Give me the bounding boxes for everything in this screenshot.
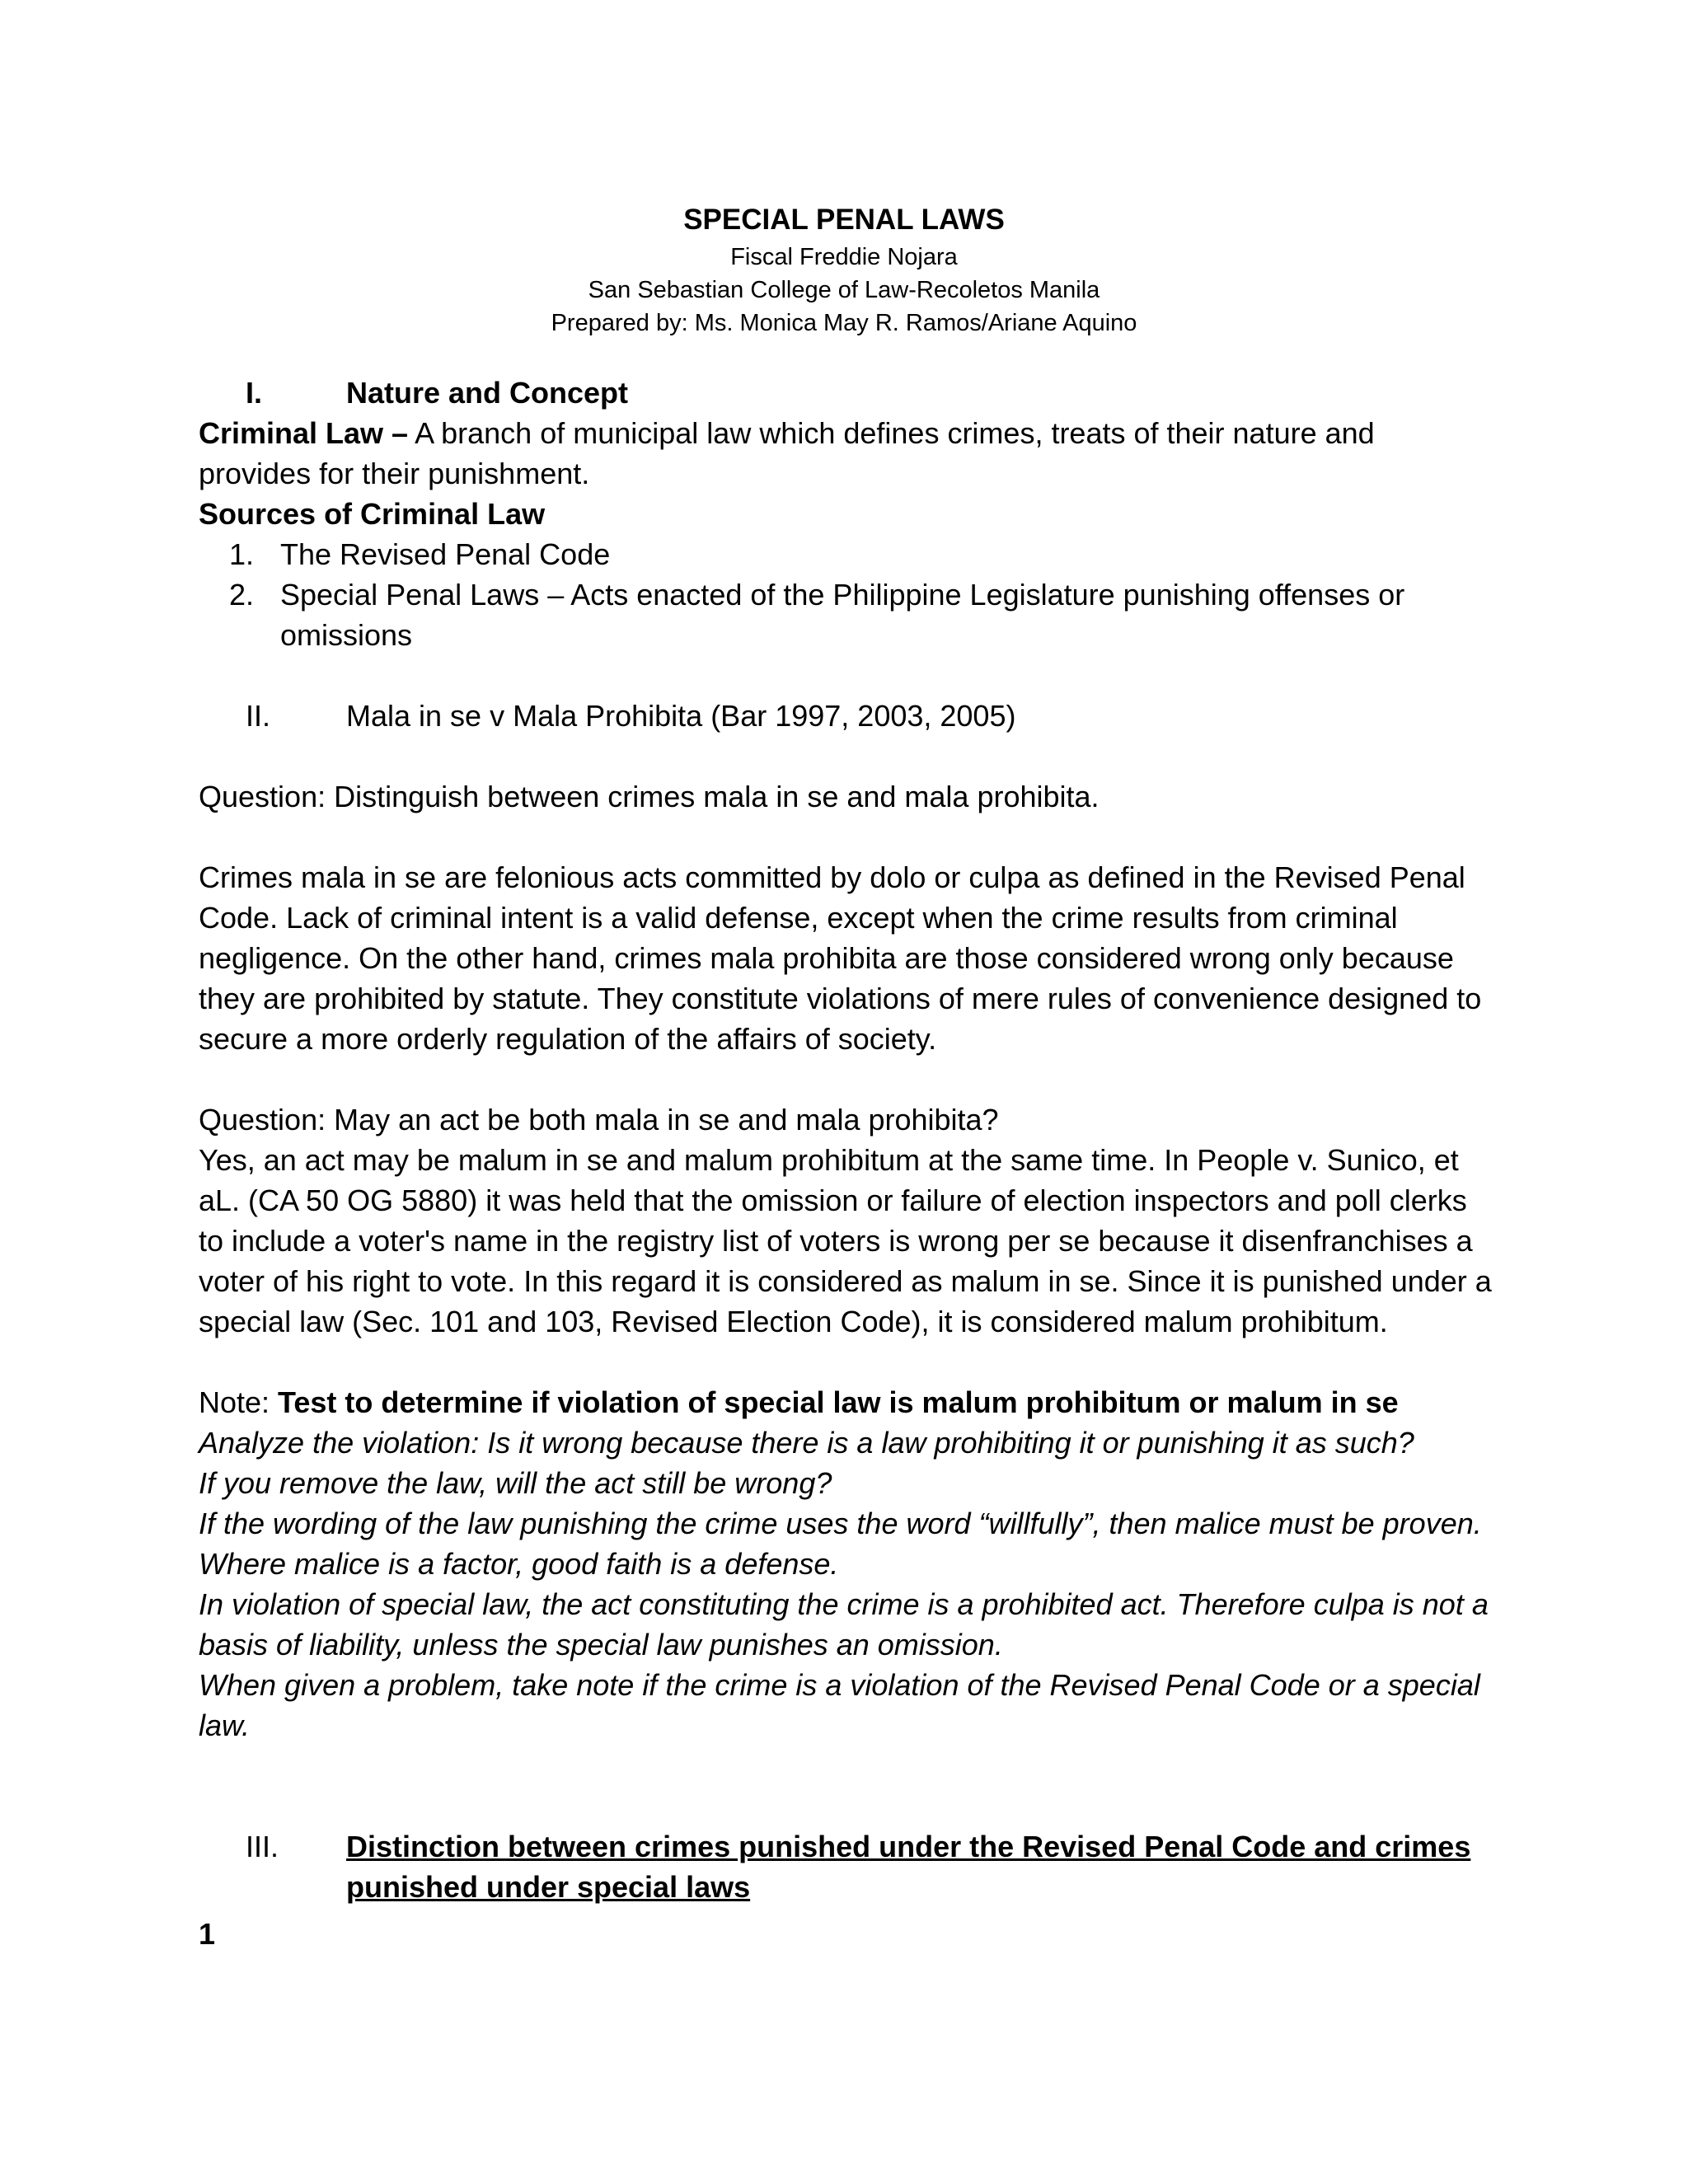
author-line: Fiscal Freddie Nojara	[730, 244, 958, 270]
list-item-text: Special Penal Laws – Acts enacted of the Philippine Legislature punishing offenses or omissions	[280, 578, 1405, 652]
document-title: SPECIAL PENAL LAWS	[683, 204, 1005, 236]
note-italic-line: If the wording of the law punishing the crime uses the word “willfully”, then malice must be proven. Where malice is a factor, good faith is a defense.	[199, 1507, 1482, 1581]
criminal-law-definition	[199, 413, 1493, 494]
list-item-number: 2.	[229, 578, 255, 612]
section-1-number: I.	[246, 376, 263, 410]
note-italic-line: When given a problem, take note if the crime is a violation of the Revised Penal Code or a special law.	[199, 1668, 1480, 1742]
list-item-text: The Revised Penal Code	[280, 537, 611, 571]
criminal-law-term: Criminal Law –	[199, 416, 409, 450]
note-bold-text: Test to determine if violation of special law is malum prohibitum or malum in se	[278, 1385, 1399, 1419]
note-italic-line: If you remove the law, will the act still be wrong?	[199, 1466, 832, 1500]
note-italic-block	[199, 1422, 1493, 1746]
answer-2: Yes, an act may be malum in se and malum prohibitum at the same time. In People v. Sunico, et aL. (CA 50 OG 5880) it was held that the omission or failure of election inspectors and poll clerks to include a voter's name in the registry list of voters is wrong per se because it disenfranchises a voter of his right to vote. In this regard it is considered as malum in se. Since it is punished under a special law (Sec. 101 and 103, Revised Election Code), it is considered malum prohibitum.	[199, 1143, 1492, 1338]
criminal-law-def: A branch of municipal law which defines crimes, treats of their nature and provides for their punishment.	[199, 416, 1375, 490]
page-number: 1	[199, 1917, 216, 1951]
list-item	[229, 534, 1498, 574]
section-3-title: Distinction between crimes punished under the Revised Penal Code and crimes punished under special laws	[346, 1830, 1471, 1904]
note-italic-line: Analyze the violation: Is it wrong because there is a law prohibiting it or punishing it as such?	[199, 1426, 1414, 1460]
note-label: Note:	[199, 1385, 279, 1419]
note-italic-line: In violation of special law, the act constituting the crime is a prohibited act. Therefore culpa is not a basis of liability, unless the special law punishes an omission.	[199, 1587, 1489, 1661]
list-item-number: 1.	[229, 537, 255, 571]
section-1-title: Nature and Concept	[346, 376, 629, 410]
answer-1: Crimes mala in se are felonious acts committed by dolo or culpa as defined in the Revised Penal Code. Lack of criminal intent is a valid defense, except when the crime results from criminal negligence. On the other hand, crimes mala prohibita are those considered wrong only because they are prohibited by statute. They constitute violations of mere rules of convenience designed to secure a more orderly regulation of the affairs of society.	[199, 860, 1482, 1056]
question-2: Question: May an act be both mala in se and mala prohibita?	[199, 1103, 999, 1137]
note-line	[199, 1382, 1493, 1422]
section-3-number: III.	[246, 1830, 279, 1863]
list-item	[229, 574, 1498, 655]
section-2-title: Mala in se v Mala Prohibita (Bar 1997, 2003, 2005)	[346, 699, 1016, 733]
section-2-number: II.	[246, 699, 271, 733]
prepared-by-line: Prepared by: Ms. Monica May R. Ramos/Ariane Aquino	[551, 310, 1137, 336]
school-line: San Sebastian College of Law-Recoletos Manila	[588, 277, 1100, 303]
question-1: Question: Distinguish between crimes mala in se and mala prohibita.	[199, 780, 1100, 813]
sources-heading: Sources of Criminal Law	[199, 497, 546, 531]
